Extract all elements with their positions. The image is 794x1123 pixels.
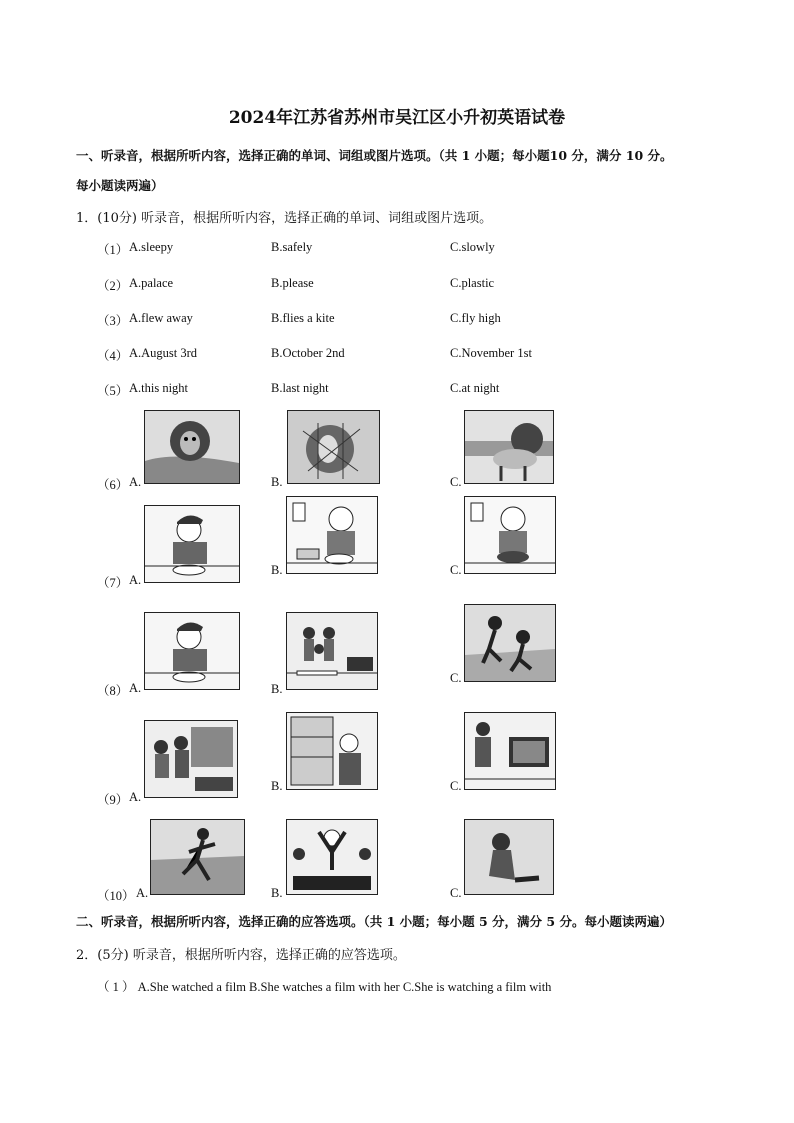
lion-walking-picture[interactable] xyxy=(464,410,554,484)
lion-picture[interactable] xyxy=(144,410,240,484)
option-c-label[interactable]: C. xyxy=(450,475,462,489)
option-b-label[interactable]: B. xyxy=(271,779,283,793)
fridge-picture[interactable] xyxy=(286,712,378,790)
boy-eating-picture[interactable] xyxy=(144,505,240,583)
option-c-label[interactable]: C. xyxy=(450,779,462,793)
option-b[interactable]: B.October 2nd xyxy=(271,346,345,360)
question-1: 1．(10分) 听录音，根据所听内容，选择正确的单词、词组或图片选项。 xyxy=(76,211,493,226)
item-number: （5） xyxy=(97,384,129,398)
option-a-label[interactable]: A. xyxy=(136,886,149,900)
option-b-label[interactable]: B. xyxy=(271,886,283,900)
item-number: （2） xyxy=(97,279,129,293)
option-b[interactable]: B.flies a kite xyxy=(271,311,335,325)
option-a[interactable]: A.this night xyxy=(129,381,189,395)
item-number: （6） xyxy=(97,478,129,492)
option-b-label[interactable]: B. xyxy=(271,563,283,577)
option-b-label[interactable]: B. xyxy=(271,475,283,489)
option-c[interactable]: C.fly high xyxy=(450,311,501,325)
item-number: （3） xyxy=(97,314,129,328)
option-c-label[interactable]: C. xyxy=(450,563,462,577)
option-a-label[interactable]: A. xyxy=(129,475,142,489)
page-title: 2024年江苏省苏州市吴江区小升初英语试卷 xyxy=(228,108,566,128)
item-number: （1） xyxy=(97,243,129,257)
option-c[interactable]: C.slowly xyxy=(450,240,495,254)
item-number: （4） xyxy=(97,349,129,363)
option-c[interactable]: C.November 1st xyxy=(450,346,532,360)
option-c[interactable]: C.at night xyxy=(450,381,500,395)
option-b-label[interactable]: B. xyxy=(271,682,283,696)
option-a[interactable]: A.palace xyxy=(129,276,174,290)
bakery-shopping-picture[interactable] xyxy=(144,720,238,798)
section1-heading: 一、听录音，根据所听内容，选择正确的单词、词组或图片选项。（共 1 小题；每小题10 分，满分 10 分。 xyxy=(76,148,673,163)
lion-net-picture[interactable] xyxy=(287,410,380,484)
crossing-road-picture[interactable] xyxy=(286,612,378,690)
man-breakfast-picture[interactable] xyxy=(286,496,378,574)
option-a[interactable]: A.sleepy xyxy=(129,240,174,254)
kid-tv-picture[interactable] xyxy=(464,712,556,790)
option-a-label[interactable]: A. xyxy=(129,681,142,695)
question-2-item-1[interactable]: （ 1 ） A.She watched a film B.She watches a film with her C.She is watching a film with xyxy=(97,980,552,994)
item-number: （7） xyxy=(97,576,129,590)
option-b[interactable]: B.please xyxy=(271,276,314,290)
children-running-picture[interactable] xyxy=(464,604,556,682)
item-number: （8） xyxy=(97,684,129,698)
option-c[interactable]: C.plastic xyxy=(450,276,495,290)
winner-picture[interactable] xyxy=(286,819,378,895)
girl-sitting-picture[interactable] xyxy=(464,819,554,895)
option-a-label[interactable]: A. xyxy=(129,790,142,804)
option-c-label[interactable]: C. xyxy=(450,886,462,900)
option-a[interactable]: A.flew away xyxy=(129,311,193,325)
option-b[interactable]: B.last night xyxy=(271,381,329,395)
section1-heading-cont: 每小题读两遍） xyxy=(76,178,164,193)
boy-eating-picture[interactable] xyxy=(144,612,240,690)
option-b[interactable]: B.safely xyxy=(271,240,313,254)
runner-picture[interactable] xyxy=(150,819,245,895)
item-number: （10） xyxy=(97,889,135,903)
item-number: （9） xyxy=(97,793,129,807)
man-bowl-picture[interactable] xyxy=(464,496,556,574)
section2-heading: 二、听录音，根据所听内容，选择正确的应答选项。（共 1 小题；每小题 5 分，满分 5 分。每小题读两遍） xyxy=(76,914,672,929)
option-a[interactable]: A.August 3rd xyxy=(129,346,198,360)
question-2: 2．(5分) 听录音，根据所听内容，选择正确的应答选项。 xyxy=(76,948,406,963)
option-a-label[interactable]: A. xyxy=(129,573,142,587)
option-c-label[interactable]: C. xyxy=(450,671,462,685)
